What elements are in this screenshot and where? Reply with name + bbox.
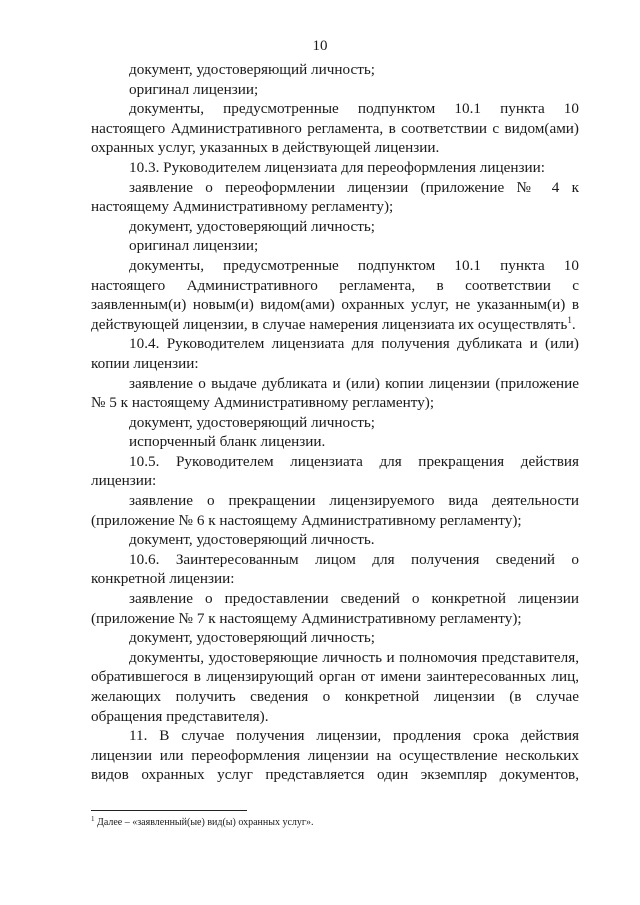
paragraph: документ, удостоверяющий личность;	[129, 61, 376, 78]
paragraph: заявление о выдаче дубликата и (или) копии лицензии (приложение № 5 к настоящему Административному регламенту);	[91, 374, 579, 412]
footnote	[91, 816, 579, 829]
paragraph: документы, предусмотренные подпунктом 10.1 пункта 10 настоящего Административного регламента, в соответствии с видом(ами) охранных услуг, указанных в действующей лицензии.	[91, 100, 579, 157]
paragraph: заявление о предоставлении сведений о конкретной лицензии (приложение № 7 к настоящему Административному регламенту);	[91, 590, 579, 627]
paragraph: 10.5. Руководителем лицензиата для прекращения действия лицензии:	[91, 452, 579, 490]
paragraph-text: документы, предусмотренные подпунктом 10.1 пункта 10 настоящего Административного регламента, в соответствии с заявленным(и) новым(и) видом(ами) охранных услуг, не указанным(и) в действующей лицензии, в случае намерения лицензиата их осуществлять	[91, 256, 579, 333]
paragraph: документы, удостоверяющие личность и полномочия представителя, обратившегося в лицензирующий орган от имени заинтересованных лиц, желающих получить сведения о конкретной лицензии (в случае обращения представителя).	[91, 648, 579, 725]
footnote-divider	[91, 810, 247, 811]
paragraph: документ, удостоверяющий личность;	[129, 413, 376, 431]
paragraph: 10.4. Руководителем лицензиата для получения дубликата и (или) копии лицензии:	[91, 335, 579, 372]
page-number: 10	[312, 38, 328, 54]
paragraph: испорченный бланк лицензии.	[129, 433, 326, 451]
footnote-marker: 1	[91, 815, 95, 823]
footnote-reference: 1	[567, 314, 572, 325]
paragraph-tail: .	[571, 315, 576, 333]
paragraph: документ, удостоверяющий личность;	[129, 629, 376, 647]
paragraph: документ, удостоверяющий личность;	[129, 217, 376, 235]
paragraph: 11. В случае получения лицензии, продления срока действия лицензии или переоформления лицензии на осуществление нескольких видов охранных услуг представляется один экземпляр документов,	[91, 727, 579, 784]
paragraph: заявление о прекращении лицензируемого вида деятельности (приложение № 6 к настоящему Административному регламенту);	[91, 492, 579, 529]
paragraph-with-footnote	[91, 256, 579, 334]
paragraph: оригинал лицензии;	[129, 80, 259, 98]
paragraph: 10.3. Руководителем лицензиата для переоформления лицензии:	[129, 158, 545, 176]
footnote-text: Далее – «заявленный(ые) вид(ы) охранных услуг».	[97, 817, 314, 828]
paragraph: документ, удостоверяющий личность.	[129, 531, 375, 549]
document-body	[91, 60, 579, 785]
paragraph: оригинал лицензии;	[129, 237, 259, 255]
paragraph: 10.6. Заинтересованным лицом для получения сведений о конкретной лицензии:	[91, 550, 579, 588]
paragraph: заявление о переоформлении лицензии (приложение № 4 к настоящему Административному регламенту);	[91, 178, 579, 216]
